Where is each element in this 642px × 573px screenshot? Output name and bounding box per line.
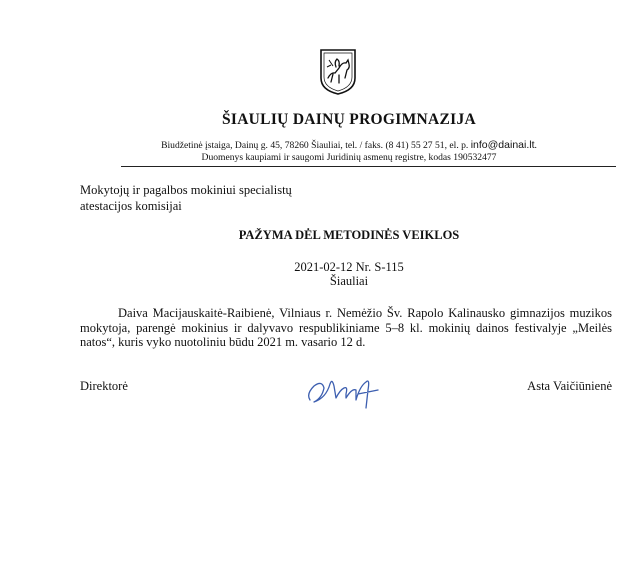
address-text: Biudžetinė įstaiga, Dainų g. 45, 78260 Šiauliai, tel. / faks. (8 41) 55 27 51, el. p. — [161, 140, 471, 151]
email-link[interactable]: info@dainai.lt — [470, 139, 535, 151]
handwritten-signature-icon — [296, 364, 392, 416]
document-body: Daiva Macijauskaitė-Raibienė, Vilniaus r. Nemėžio Šv. Rapolo Kalinausko gimnazijos muzikos mokytoja, parengė mokinius ir dalyvavo respublikiniame 5–8 kl. mokinių dainos festivalyje „Meilės natos“, kuris vyko nuotoliniu būdu 2021 m. vasario 12 d. — [80, 306, 612, 349]
organization-details — [0, 139, 642, 164]
recipient-line-1: Mokytojų ir pagalbos mokiniui specialistų — [80, 183, 292, 197]
header-divider — [121, 166, 616, 167]
registry-line: Duomenys kaupiami ir saugomi Juridinių asmenų registre, kodas 190532477 — [201, 152, 497, 163]
signer-position: Direktorė — [80, 379, 128, 393]
document-date-number: 2021-02-12 Nr. S-115 — [294, 260, 404, 274]
recipient-block — [80, 183, 292, 214]
document-place: Šiauliai — [329, 274, 369, 288]
document-title: PAŽYMA DĖL METODINĖS VEIKLOS — [238, 228, 460, 242]
coat-of-arms-icon — [319, 48, 357, 96]
document-meta — [0, 260, 642, 288]
signer-name: Asta Vaičiūnienė — [527, 379, 612, 393]
organization-address-line — [56, 139, 642, 152]
organization-name: ŠIAULIŲ DAINŲ PROGIMNAZIJA — [221, 111, 477, 128]
recipient-line-2: atestacijos komisijai — [80, 198, 182, 213]
email-suffix: . — [534, 140, 537, 151]
